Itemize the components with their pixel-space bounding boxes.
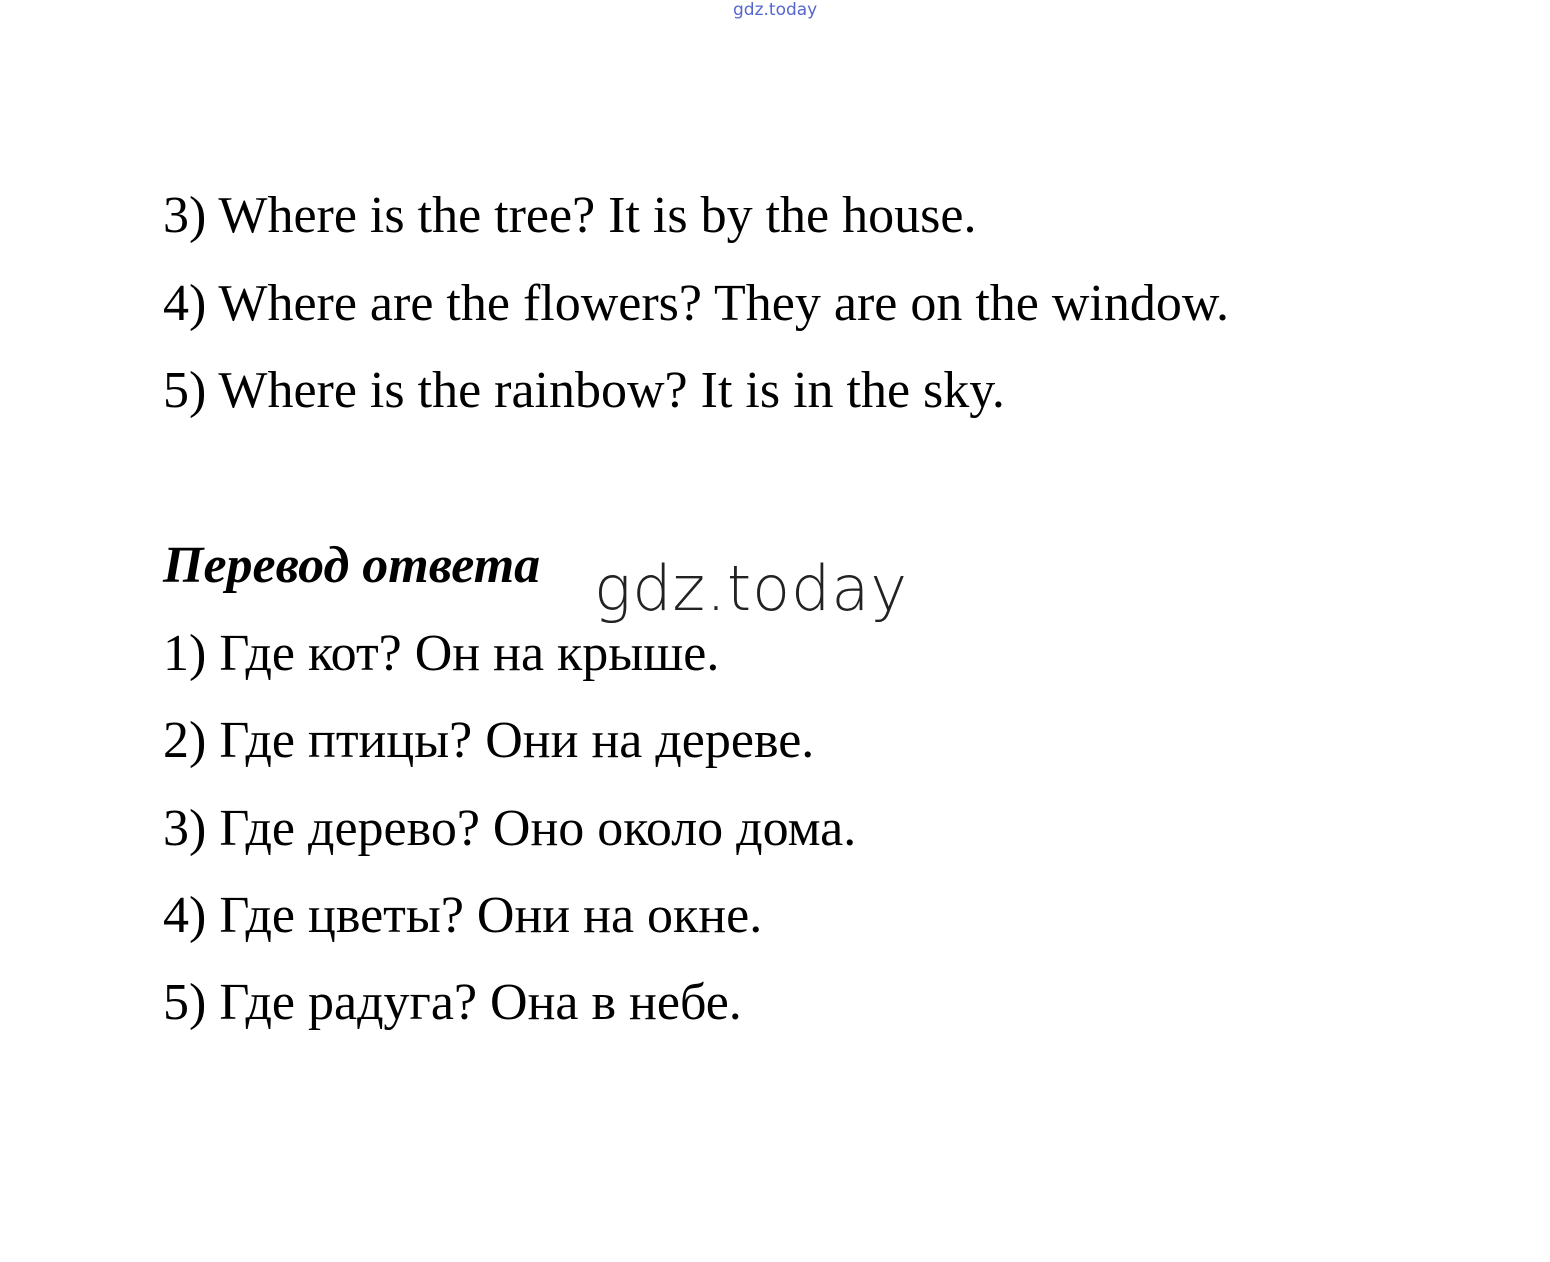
translation-line: 2) Где птицы? Они на дереве.	[163, 712, 815, 769]
translation-line: 4) Где цветы? Они на окне.	[163, 887, 763, 944]
translation-line: 5) Где радуга? Она в небе.	[163, 974, 742, 1031]
translation-line: 3) Где дерево? Оно около дома.	[163, 800, 857, 857]
center-watermark: gdz.today	[594, 552, 909, 625]
translation-heading: Перевод ответа	[163, 537, 541, 594]
answer-en-line: 3) Where is the tree? It is by the house.	[163, 187, 977, 244]
top-watermark: gdz.today	[733, 0, 818, 20]
translation-line: 1) Где кот? Он на крыше.	[163, 625, 720, 682]
answer-en-line: 5) Where is the rainbow? It is in the sky.	[163, 362, 1005, 419]
answer-en-line: 4) Where are the flowers? They are on the window.	[163, 275, 1230, 332]
